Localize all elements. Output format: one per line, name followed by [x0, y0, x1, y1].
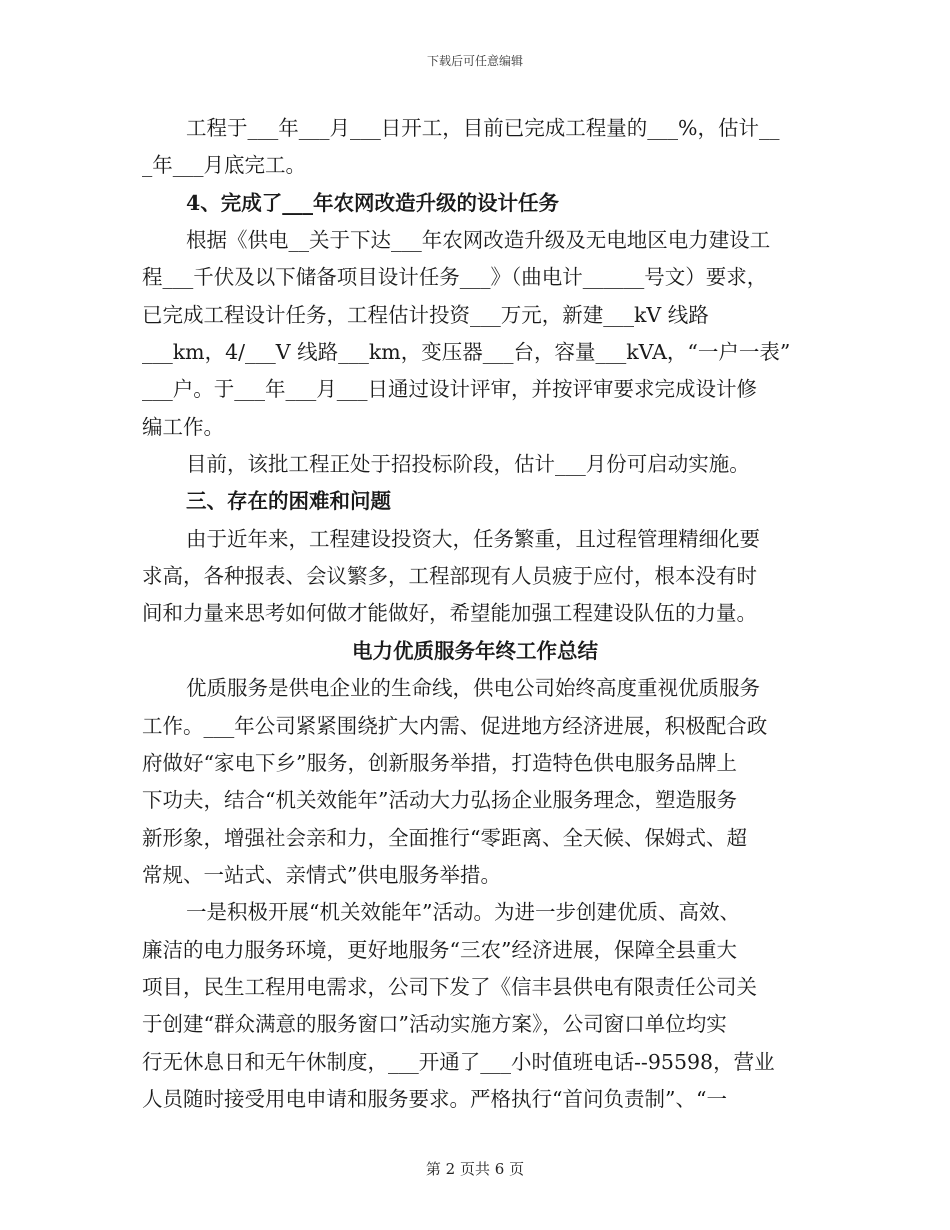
paragraph-line: 于创建“群众满意的服务窗口”活动实施方案》，公司窗口单位均实 — [142, 1012, 727, 1037]
paragraph-line: 项目，民生工程用电需求，公司下发了《信丰县供电有限责任公司关 — [142, 974, 757, 999]
paragraph-line: 行无休息日和无午休制度，___开通了___小时值班电话--95598，营业 — [142, 1049, 775, 1074]
paragraph-line: 一是积极开展“机关效能年”活动。为进一步创建优质、高效、 — [186, 900, 740, 925]
paragraph-line: 常规、一站式、亲情式”供电服务举措。 — [142, 862, 501, 887]
document-body — [142, 110, 808, 1118]
paragraph-line: 编工作。 — [142, 414, 224, 439]
paragraph-line: 已完成工程设计任务，工程估计投资___万元，新建___kV 线路 — [142, 302, 709, 327]
section-heading: 4、完成了___年农网改造升级的设计任务 — [186, 190, 560, 215]
paragraph-line: ___km，4/___V 线路___km，变压器___台，容量___kVA，“一户一表” — [142, 340, 791, 365]
paragraph-line: 工作。___年公司紧紧围绕扩大内需、促进地方经济进展，积极配合政 — [142, 713, 768, 738]
paragraph-line: 府做好“家电下乡”服务，创新服务举措，打造特色供电服务品牌上 — [142, 750, 737, 775]
page-header: 下载后可任意编辑 — [426, 54, 523, 68]
paragraph-line: 求高，各种报表、会议繁多，工程部现有人员疲于应付，根本没有时 — [142, 564, 757, 589]
paragraph-line: _年___月底完工。 — [142, 153, 306, 178]
paragraph-line: 工程于___年___月___日开工，目前已完成工程量的___%，估计__ — [186, 116, 780, 140]
paragraph-line: 目前，该批工程正处于招投标阶段，估计___月份可启动实施。 — [186, 452, 750, 477]
paragraph-line: 人员随时接受用电申请和服务要求。严格执行“首问负责制”、“一 — [142, 1086, 727, 1111]
paragraph-line: 程___千伏及以下储备项目设计任务___》（曲电计______号文）要求， — [142, 265, 768, 290]
paragraph-line: 新形象，增强社会亲和力，全面推行“零距离、全天候、保姆式、超 — [142, 825, 747, 850]
paragraph-line: 间和力量来思考如何做才能做好，希望能加强工程建设队伍的力量。 — [142, 601, 757, 626]
paragraph-line: 优质服务是供电企业的生命线，供电公司始终高度重视优质服务 — [186, 676, 760, 701]
paragraph-line: 根据《供电__关于下达___年农网改造升级及无电地区电力建设工 — [186, 228, 771, 253]
paragraph-line: 由于近年来，工程建设投资大，任务繁重，且过程管理精细化要 — [186, 526, 760, 551]
document-title: 电力优质服务年终工作总结 — [352, 638, 598, 663]
paragraph-line: 下功夫，结合“机关效能年”活动大力弘扬企业服务理念，塑造服务 — [142, 788, 737, 813]
section-heading: 三、存在的困难和问题 — [186, 489, 391, 514]
paragraph-line: 廉洁的电力服务环境，更好地服务“三农”经济进展，保障全县重大 — [142, 937, 737, 962]
paragraph-line: ___户。于___年___月___日通过设计评审，并按评审要求完成设计修 — [142, 377, 757, 402]
page-footer: 第 2 页共 6 页 — [425, 1160, 525, 1178]
